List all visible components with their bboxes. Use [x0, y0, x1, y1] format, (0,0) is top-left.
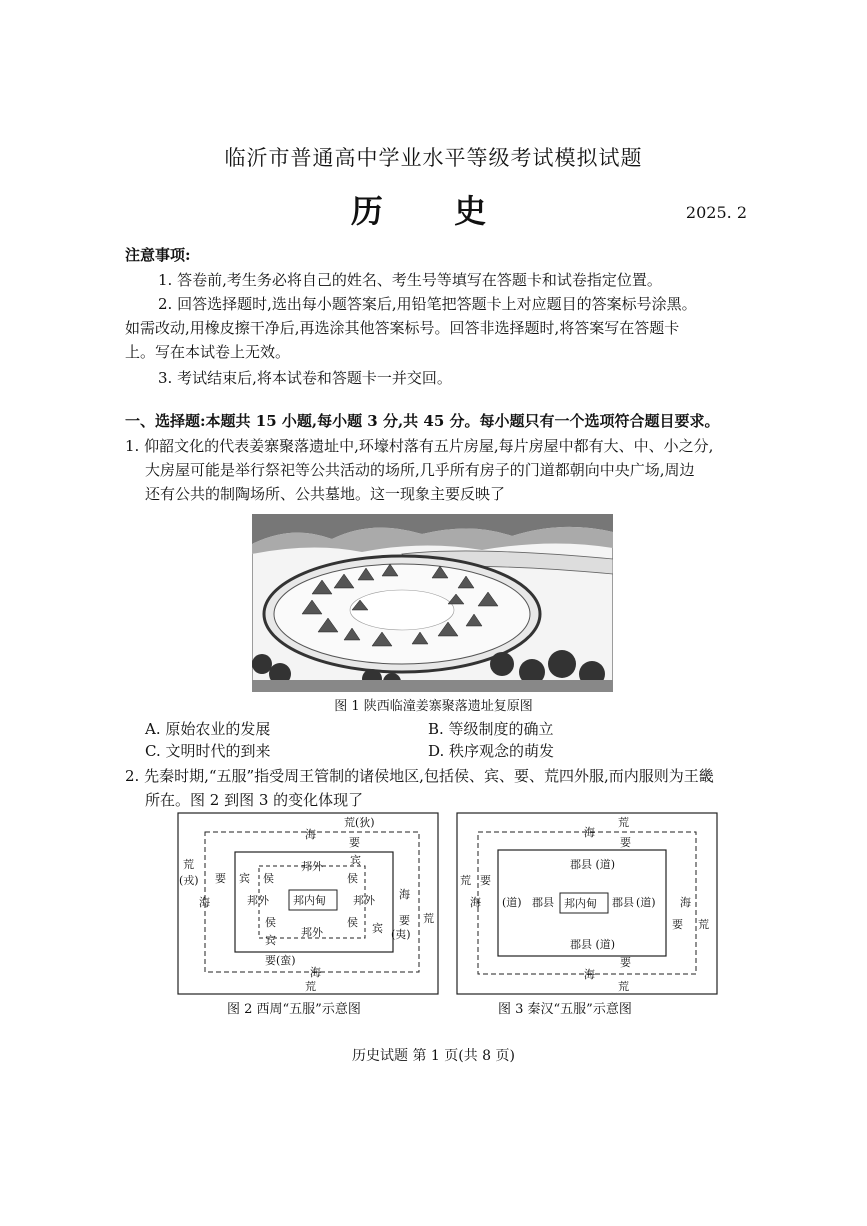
f3-huang-bottom: 荒 — [618, 980, 629, 993]
f2-hou-tr: 侯 — [347, 872, 358, 885]
f2-hou-tl: 侯 — [263, 872, 274, 885]
f2-yao-top: 要 — [349, 836, 360, 849]
subject-title: 历 史 — [350, 192, 517, 230]
f2-rong-left: (戎) — [179, 874, 199, 887]
f3-huang-left: 荒 — [460, 874, 471, 887]
question-1-line-1: 1. 仰韶文化的代表姜寨聚落遗址中,环壕村落有五片房屋,每片房屋中都有大、中、小之分, — [125, 437, 714, 455]
question-1-line-2: 大房屋可能是举行祭祀等公共活动的场所,几乎所有房子的门道都朝向中央广场,周边 — [145, 461, 695, 479]
question-2-line-1: 2. 先秦时期,“五服”指受周王管制的诸侯地区,包括侯、宾、要、荒四外服,而内服则为王畿 — [125, 767, 714, 785]
f3-yao-right: 要 — [672, 918, 683, 931]
f2-yao-right: 要 — [399, 914, 410, 927]
f2-hai-right: 海 — [399, 888, 410, 901]
f2-bin-bottom: 宾 — [265, 934, 276, 947]
f3-yao-left: 要 — [480, 874, 491, 887]
notice-item-3: 3. 考试结束后,将本试卷和答题卡一并交回。 — [158, 369, 452, 387]
option-a[interactable]: A. 原始农业的发展 — [145, 720, 271, 738]
f2-bin-top: 宾 — [350, 854, 361, 867]
f2-huang-right: 荒 — [423, 912, 434, 925]
option-c[interactable]: C. 文明时代的到来 — [145, 742, 271, 760]
question-2-line-2: 所在。图 2 到图 3 的变化体现了 — [145, 791, 364, 809]
figure-2-caption: 图 2 西周“五服”示意图 — [227, 1002, 361, 1017]
f2-yao-bottom: 要(蛮) — [265, 954, 296, 967]
f3-yao-top: 要 — [620, 836, 631, 849]
option-d[interactable]: D. 秩序观念的萌发 — [428, 742, 555, 760]
f3-hai-bottom: 海 — [584, 968, 595, 981]
f2-hou-br: 侯 — [347, 916, 358, 929]
f3-junxian-right: 郡县 — [612, 896, 634, 909]
f3-junxian-left: 郡县 — [532, 896, 554, 909]
f3-yao-bottom: 要 — [620, 956, 631, 969]
notice-item-2-end: 上。写在本试卷上无效。 — [125, 343, 291, 361]
figure-2-diagram — [177, 812, 439, 995]
option-b[interactable]: B. 等级制度的确立 — [428, 720, 554, 738]
notice-item-1: 1. 答卷前,考生务必将自己的姓名、考生号等填写在答题卡和试卷指定位置。 — [158, 271, 662, 289]
f3-huang-right: 荒 — [698, 918, 709, 931]
f2-bin-right: 宾 — [372, 922, 383, 935]
f3-hai-right: 海 — [680, 896, 691, 909]
figure-1-caption: 图 1 陕西临潼姜寨聚落遗址复原图 — [334, 699, 533, 714]
f2-hai-left: 海 — [199, 896, 210, 909]
f3-huang-top: 荒 — [618, 816, 629, 829]
f2-bin-left: 宾 — [239, 872, 250, 885]
f2-bangwai-top: 邦外 — [301, 860, 323, 873]
f2-hai-bottom: 海 — [310, 966, 321, 979]
notice-heading: 注意事项: — [125, 246, 191, 264]
f2-center: 邦内甸 — [293, 894, 326, 907]
f3-junxian-top: 郡县 (道) — [570, 858, 616, 871]
f2-yi-right: (夷) — [391, 928, 411, 941]
f3-center: 邦内甸 — [564, 897, 597, 910]
f3-junxian-bottom: 郡县 (道) — [570, 938, 616, 951]
figure-3-caption: 图 3 秦汉“五服”示意图 — [498, 1002, 632, 1017]
exam-title: 临沂市普通高中学业水平等级考试模拟试题 — [224, 146, 643, 170]
section-heading: 一、选择题:本题共 15 小题,每小题 3 分,共 45 分。每小题只有一个选项符合题目要求。 — [125, 412, 720, 430]
f2-bangwai-right: 邦外 — [353, 894, 375, 907]
f3-dao-right: (道) — [636, 896, 656, 909]
f3-hai-top: 海 — [584, 826, 595, 839]
notice-item-2-cont: 如需改动,用橡皮擦干净后,再选涂其他答案标号。回答非选择题时,将答案写在答题卡 — [125, 319, 680, 337]
notice-item-2: 2. 回答选择题时,选出每小题答案后,用铅笔把答题卡上对应题目的答案标号涂黑。 — [158, 295, 697, 313]
f2-huang-top: 荒(狄) — [344, 816, 375, 829]
f2-bangwai-bottom: 邦外 — [301, 926, 323, 939]
f2-yao-left: 要 — [215, 872, 226, 885]
figure-3-diagram — [456, 812, 718, 995]
page-footer: 历史试题 第 1 页(共 8 页) — [352, 1048, 515, 1064]
f2-bangwai-left: 邦外 — [247, 894, 269, 907]
question-1-line-3: 还有公共的制陶场所、公共墓地。这一现象主要反映了 — [145, 485, 506, 503]
exam-date: 2025. 2 — [685, 203, 747, 222]
f3-dao-left: (道) — [502, 896, 522, 909]
f3-hai-left: 海 — [470, 896, 481, 909]
f2-huang-left: 荒 — [183, 858, 194, 871]
f2-hou-bl: 侯 — [265, 916, 276, 929]
f2-hai-top: 海 — [305, 828, 316, 841]
f2-huang-bottom: 荒 — [305, 980, 316, 993]
settlement-illustration — [252, 514, 613, 692]
